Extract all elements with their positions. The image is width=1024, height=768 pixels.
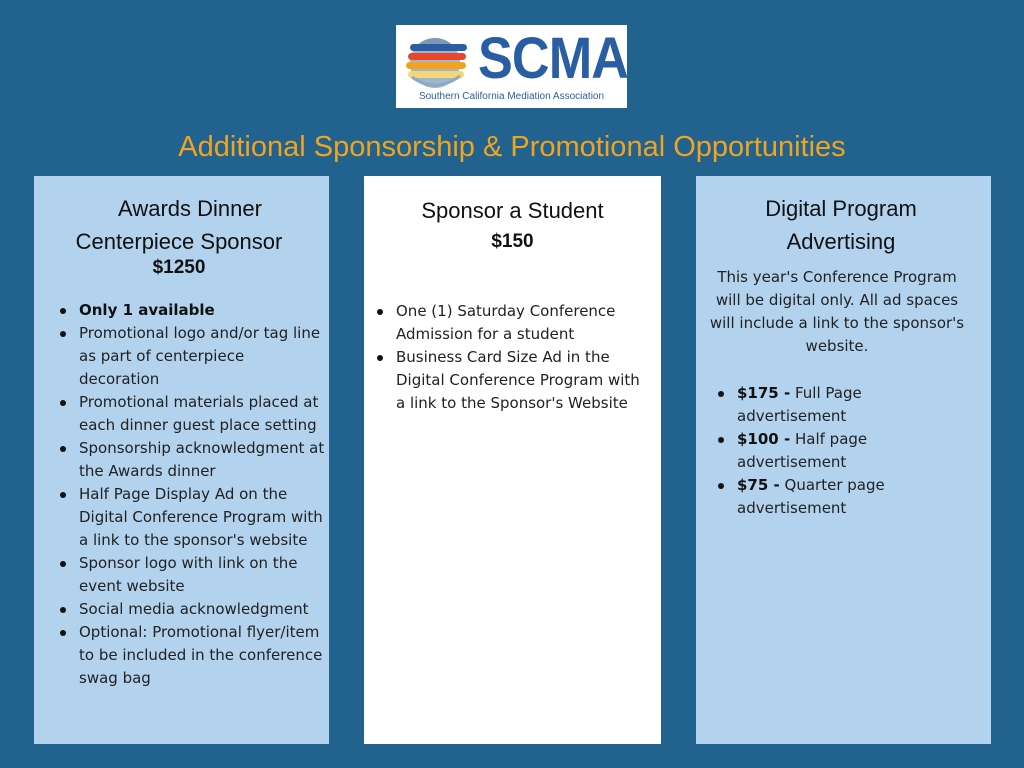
list-item bbox=[58, 322, 326, 391]
list-item bbox=[58, 598, 326, 621]
list-item bbox=[58, 391, 326, 437]
awards-dinner-panel bbox=[34, 176, 329, 744]
awards-item-text: Half Page Display Ad on the Digital Conference Program with a link to the sponsor's website bbox=[79, 485, 323, 549]
page-headline: Additional Sponsorship & Promotional Opportunities bbox=[178, 131, 846, 163]
awards-title-line2: Centerpiece Sponsor bbox=[75, 229, 283, 254]
ad-description: Full Page advertisement bbox=[737, 384, 862, 425]
awards-item-text: Social media acknowledgment bbox=[79, 600, 309, 618]
awards-price: $1250 bbox=[152, 257, 206, 278]
list-item bbox=[716, 428, 941, 474]
student-benefit-list bbox=[375, 300, 645, 415]
awards-item-text: Sponsor logo with link on the event website bbox=[79, 554, 298, 595]
student-title: Sponsor a Student bbox=[421, 198, 604, 223]
sponsor-student-panel bbox=[364, 176, 661, 744]
digital-title-line1: Digital Program bbox=[765, 196, 917, 221]
list-item bbox=[716, 474, 941, 520]
list-item bbox=[58, 621, 326, 690]
awards-item-text: Only 1 available bbox=[79, 301, 215, 319]
list-item bbox=[58, 483, 326, 552]
logo-subtitle: Southern California Mediation Association bbox=[418, 91, 605, 102]
list-item bbox=[58, 552, 326, 598]
awards-benefit-list bbox=[58, 299, 326, 690]
awards-item-text: Sponsorship acknowledgment at the Awards dinner bbox=[79, 439, 325, 480]
ad-price: $175 - bbox=[737, 384, 791, 402]
ad-price: $75 - bbox=[737, 476, 780, 494]
digital-pricing-list bbox=[716, 382, 941, 520]
list-item bbox=[58, 299, 326, 322]
student-price: $150 bbox=[491, 231, 534, 252]
digital-program-panel bbox=[696, 176, 991, 744]
list-item bbox=[375, 300, 645, 346]
logo-wordmark: SCMA bbox=[478, 26, 629, 91]
ad-price: $100 - bbox=[737, 430, 791, 448]
ad-description: Half page advertisement bbox=[737, 430, 868, 471]
ad-description: Quarter page advertisement bbox=[737, 476, 885, 517]
globe-logo-icon bbox=[402, 32, 472, 94]
awards-item-text: Promotional logo and/or tag line as part of centerpiece decoration bbox=[79, 324, 321, 388]
student-item-text: One (1) Saturday Conference Admission for a student bbox=[396, 302, 616, 343]
awards-title-line1: Awards Dinner bbox=[118, 196, 262, 221]
digital-description: This year's Conference Program will be digital only. All ad spaces will include a link to the sponsor's website. bbox=[709, 268, 965, 355]
digital-title-line2: Advertising bbox=[786, 229, 896, 254]
list-item bbox=[375, 346, 645, 415]
awards-item-text: Optional: Promotional flyer/item to be included in the conference swag bag bbox=[79, 623, 323, 687]
awards-item-text: Promotional materials placed at each dinner guest place setting bbox=[79, 393, 319, 434]
student-item-text: Business Card Size Ad in the Digital Conference Program with a link to the Sponsor's Website bbox=[396, 348, 640, 412]
list-item bbox=[58, 437, 326, 483]
list-item bbox=[716, 382, 941, 428]
scma-logo bbox=[396, 25, 627, 108]
